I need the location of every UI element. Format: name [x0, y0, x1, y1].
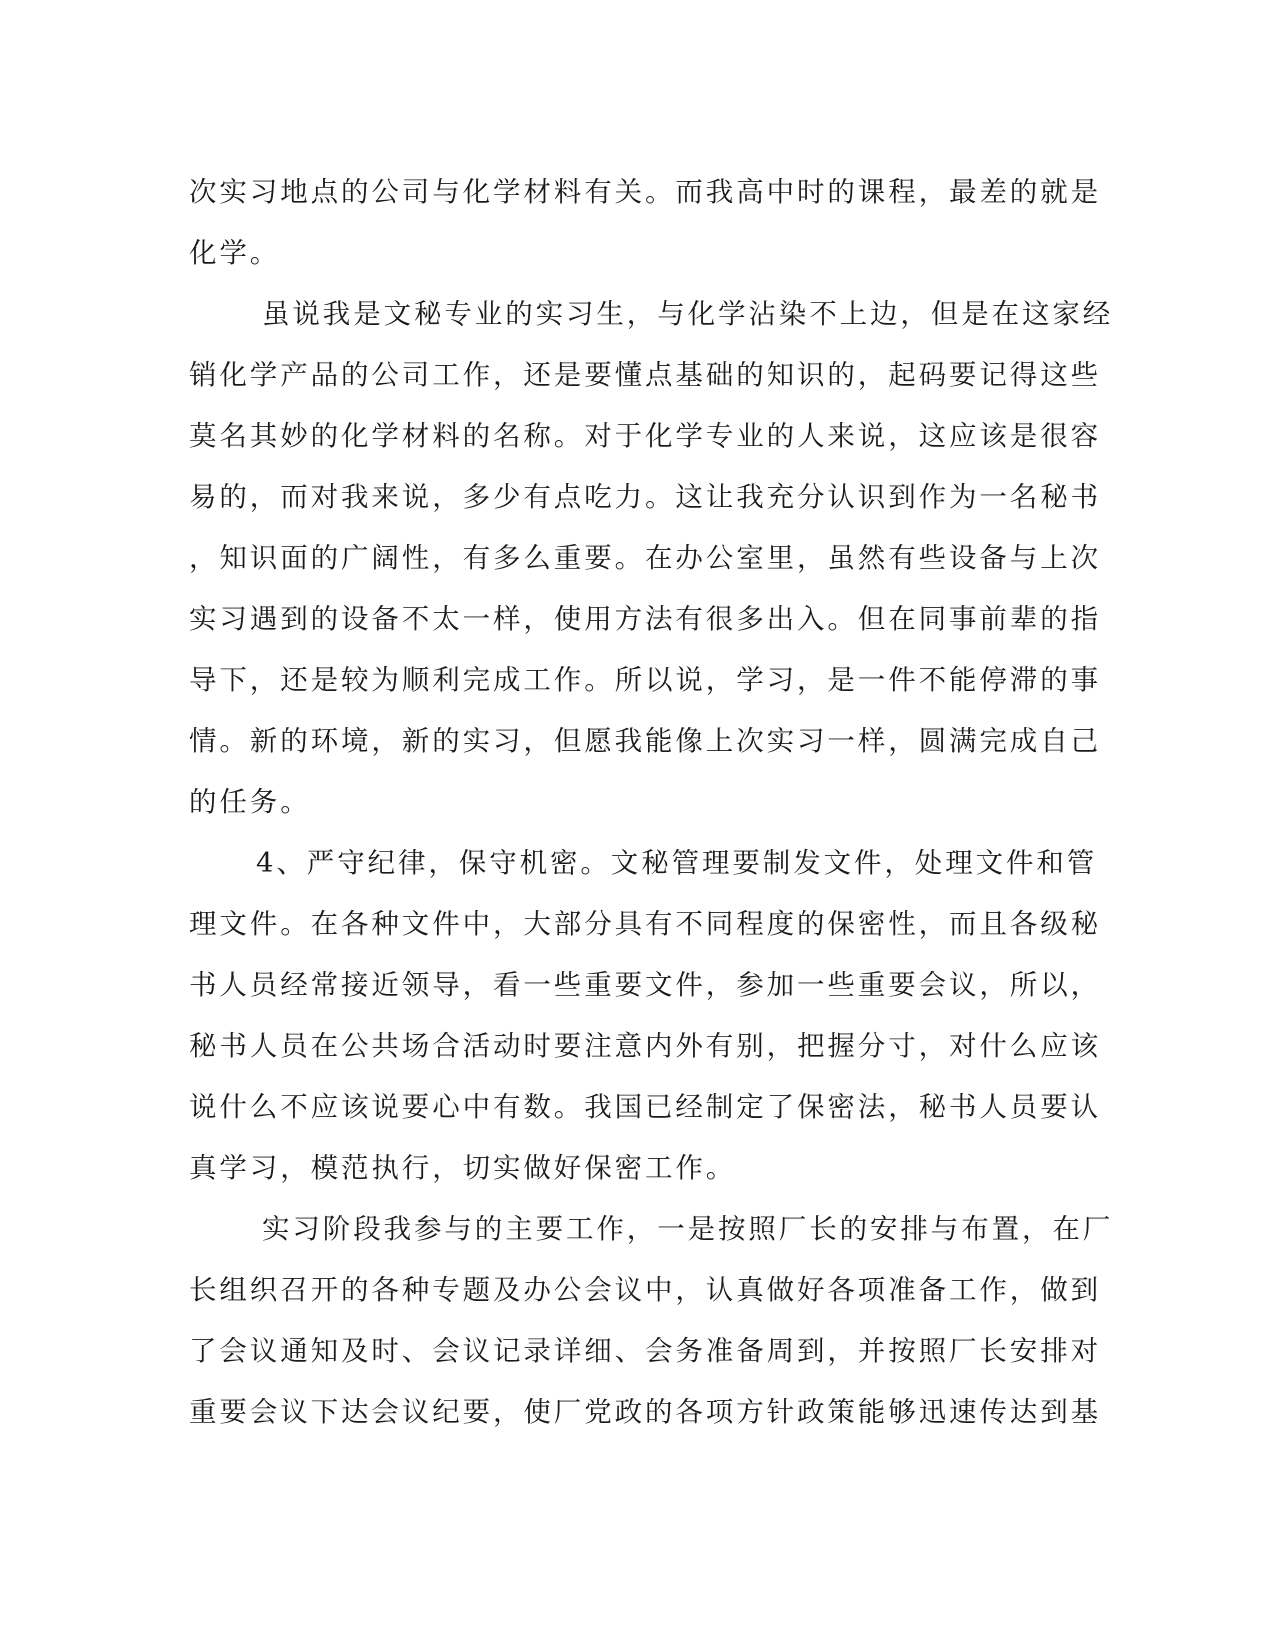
text-line: 化学。 [189, 237, 281, 269]
text-line: 情。新的环境，新的实习，但愿我能像上次实习一样，圆满完成自己 [189, 725, 1101, 757]
text-line: 说什么不应该说要心中有数。我国已经制定了保密法，秘书人员要认 [189, 1091, 1101, 1123]
paragraph-start-line: 4、严守纪律，保守机密。文秘管理要制发文件，处理文件和管 [256, 847, 1098, 879]
paragraph-start-line: 实习阶段我参与的主要工作，一是按照厂长的安排与布置，在厂 [262, 1213, 1114, 1245]
text-line: 实习遇到的设备不太一样，使用方法有很多出入。但在同事前辈的指 [189, 603, 1101, 635]
text-line: 莫名其妙的化学材料的名称。对于化学专业的人来说，这应该是很容 [189, 420, 1101, 452]
text-line: 重要会议下达会议纪要，使厂党政的各项方针政策能够迅速传达到基 [189, 1396, 1101, 1428]
text-line: 书人员经常接近领导，看一些重要文件，参加一些重要会议，所以， [189, 969, 1101, 1001]
text-line: 易的，而对我来说，多少有点吃力。这让我充分认识到作为一名秘书 [189, 481, 1101, 513]
text-line: 销化学产品的公司工作，还是要懂点基础的知识的，起码要记得这些 [189, 359, 1101, 391]
text-line: 长组织召开的各种专题及办公会议中，认真做好各项准备工作，做到 [189, 1274, 1101, 1306]
text-line: ，知识面的广阔性，有多么重要。在办公室里，虽然有些设备与上次 [189, 542, 1101, 574]
text-line: 理文件。在各种文件中，大部分具有不同程度的保密性，而且各级秘 [189, 908, 1101, 940]
text-line: 导下，还是较为顺利完成工作。所以说，学习，是一件不能停滞的事 [189, 664, 1101, 696]
text-line: 秘书人员在公共场合活动时要注意内外有别，把握分寸，对什么应该 [189, 1030, 1101, 1062]
text-line: 次实习地点的公司与化学材料有关。而我高中时的课程，最差的就是 [189, 176, 1101, 208]
paragraph-start-line: 虽说我是文秘专业的实习生，与化学沾染不上边，但是在这家经 [262, 298, 1114, 330]
text-line: 了会议通知及时、会议记录详细、会务准备周到，并按照厂长安排对 [189, 1335, 1101, 1367]
text-line: 的任务。 [189, 786, 311, 818]
text-line: 真学习，模范执行，切实做好保密工作。 [189, 1152, 737, 1184]
body-text [189, 162, 1114, 1443]
